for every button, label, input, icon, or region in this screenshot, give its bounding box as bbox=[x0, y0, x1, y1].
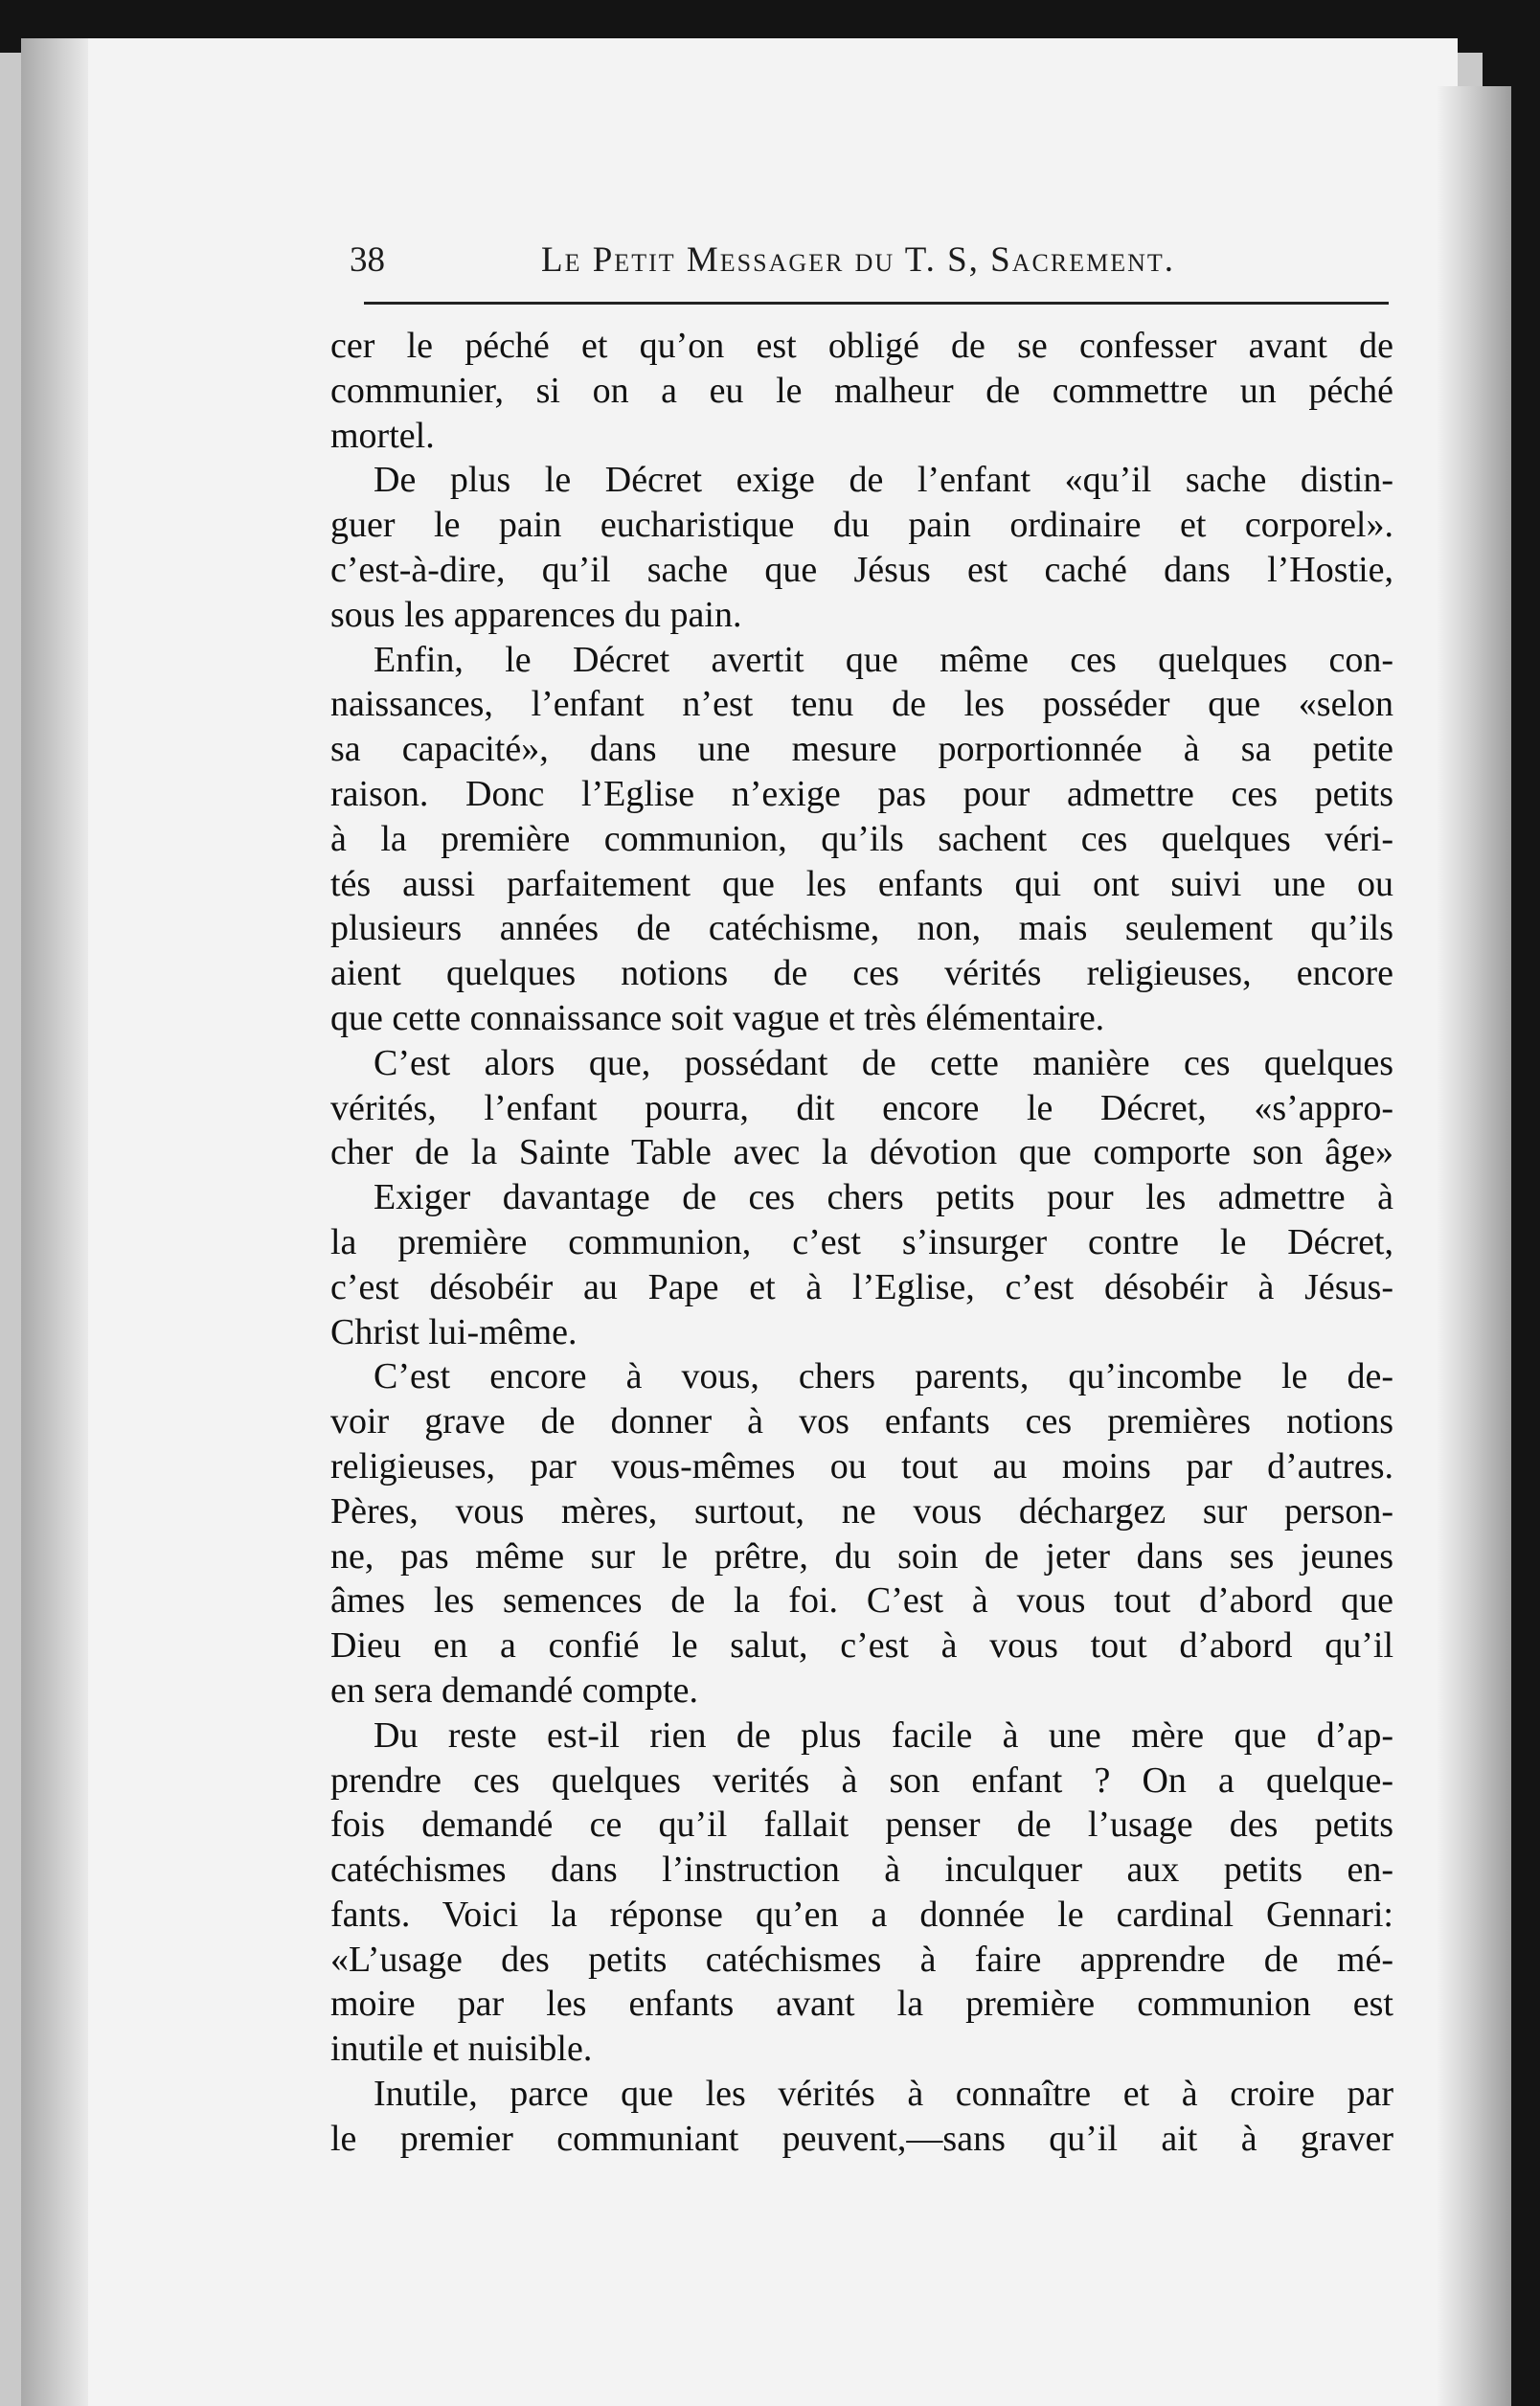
paragraph bbox=[330, 1354, 1393, 1713]
text-line: Exiger davantage de ces chers petits pour les admettre à bbox=[374, 1177, 1393, 1218]
paragraph bbox=[330, 1175, 1393, 1354]
text-line: inutile et nuisible. bbox=[330, 2029, 593, 2070]
text-line: De plus le Décret exige de l’enfant «qu’il sache distin- bbox=[374, 460, 1393, 501]
text-line: cher de la Sainte Table avec la dévotion que comporte son âge» bbox=[330, 1132, 1393, 1173]
text-line: sa capacité», dans une mesure porportionnée à sa petite bbox=[330, 729, 1393, 770]
text-line: «L’usage des petits catéchismes à faire apprendre de mé- bbox=[330, 1939, 1393, 1980]
running-title: Le Petit Messager du T. S, Sacrement. bbox=[541, 240, 1175, 280]
text-line: c’est-à-dire, qu’il sache que Jésus est caché dans l’Hostie, bbox=[330, 549, 1393, 590]
text-line: tés aussi parfaitement que les enfants qui ont suivi une ou bbox=[330, 863, 1393, 904]
text-line: prendre ces quelques verités à son enfant ? On a quelque- bbox=[330, 1759, 1393, 1801]
text-line: C’est encore à vous, chers parents, qu’incombe le de- bbox=[374, 1356, 1393, 1397]
text-line: raison. Donc l’Eglise n’exige pas pour admettre ces petits bbox=[330, 773, 1393, 814]
text-line: religieuses, par vous-mêmes ou tout au moins par d’autres. bbox=[330, 1445, 1393, 1487]
text-line: Pères, vous mères, surtout, ne vous déchargez sur person- bbox=[330, 1490, 1393, 1532]
page-number: 38 bbox=[350, 240, 385, 280]
text-line: âmes les semences de la foi. C’est à vous tout d’abord que bbox=[330, 1580, 1393, 1622]
text-line: plusieurs années de catéchisme, non, mais seulement qu’ils bbox=[330, 908, 1393, 949]
text-line: ne, pas même sur le prêtre, du soin de jeter dans ses jeunes bbox=[330, 1535, 1393, 1577]
text-line: naissances, l’enfant n’est tenu de les posséder que «selon bbox=[330, 684, 1393, 725]
page-edge-shadow bbox=[1437, 86, 1511, 2406]
text-line: à la première communion, qu’ils sachent ces quelques véri- bbox=[330, 818, 1393, 859]
text-line: c’est désobéir au Pape et à l’Eglise, c’est désobéir à Jésus- bbox=[330, 1266, 1393, 1307]
text-line: Christ lui-même. bbox=[330, 1311, 578, 1352]
text-line: guer le pain eucharistique du pain ordinaire et corporel». bbox=[330, 505, 1393, 546]
text-line: Dieu en a confié le salut, c’est à vous tout d’abord qu’il bbox=[330, 1625, 1393, 1667]
paragraph bbox=[330, 324, 1393, 458]
paragraph bbox=[330, 458, 1393, 637]
text-line: fants. Voici la réponse qu’en a donnée le cardinal Gennari: bbox=[330, 1894, 1393, 1935]
text-line: catéchismes dans l’instruction à inculquer aux petits en- bbox=[330, 1850, 1393, 1891]
text-line: fois demandé ce qu’il fallait penser de l’usage des petits bbox=[330, 1804, 1393, 1846]
paragraph bbox=[330, 1041, 1393, 1175]
text-line: voir grave de donner à vos enfants ces premières notions bbox=[330, 1401, 1393, 1442]
text-line: sous les apparences du pain. bbox=[330, 594, 742, 635]
text-line: mortel. bbox=[330, 415, 435, 456]
text-line: moire par les enfants avant la première communion est bbox=[330, 1984, 1393, 2025]
text-line: Enfin, le Décret avertit que même ces quelques con- bbox=[374, 639, 1393, 680]
running-header bbox=[345, 239, 1389, 292]
header-rule bbox=[364, 302, 1389, 305]
paragraph bbox=[330, 1714, 1393, 2072]
text-line: aient quelques notions de ces vérités religieuses, encore bbox=[330, 953, 1393, 994]
body-text bbox=[330, 324, 1393, 2162]
text-line: que cette connaissance soit vague et très élémentaire. bbox=[330, 997, 1105, 1038]
text-line: vérités, l’enfant pourra, dit encore le Décret, «s’appro- bbox=[330, 1087, 1393, 1128]
text-line: en sera demandé compte. bbox=[330, 1669, 699, 1711]
text-line: Du reste est-il rien de plus facile à une mère que d’ap- bbox=[374, 1714, 1393, 1756]
text-line: communier, si on a eu le malheur de commettre un péché bbox=[330, 370, 1393, 411]
text-line: le premier communiant peuvent,—sans qu’il ait à graver bbox=[330, 2118, 1393, 2159]
paragraph bbox=[330, 2072, 1393, 2162]
text-line: C’est alors que, possédant de cette manière ces quelques bbox=[374, 1042, 1393, 1083]
paragraph bbox=[330, 638, 1393, 1041]
page-gutter-shadow bbox=[21, 38, 88, 2406]
text-line: la première communion, c’est s’insurger contre le Décret, bbox=[330, 1221, 1393, 1262]
text-line: Inutile, parce que les vérités à connaître et à croire par bbox=[374, 2074, 1393, 2115]
text-line: cer le péché et qu’on est obligé de se confesser avant de bbox=[330, 326, 1393, 366]
